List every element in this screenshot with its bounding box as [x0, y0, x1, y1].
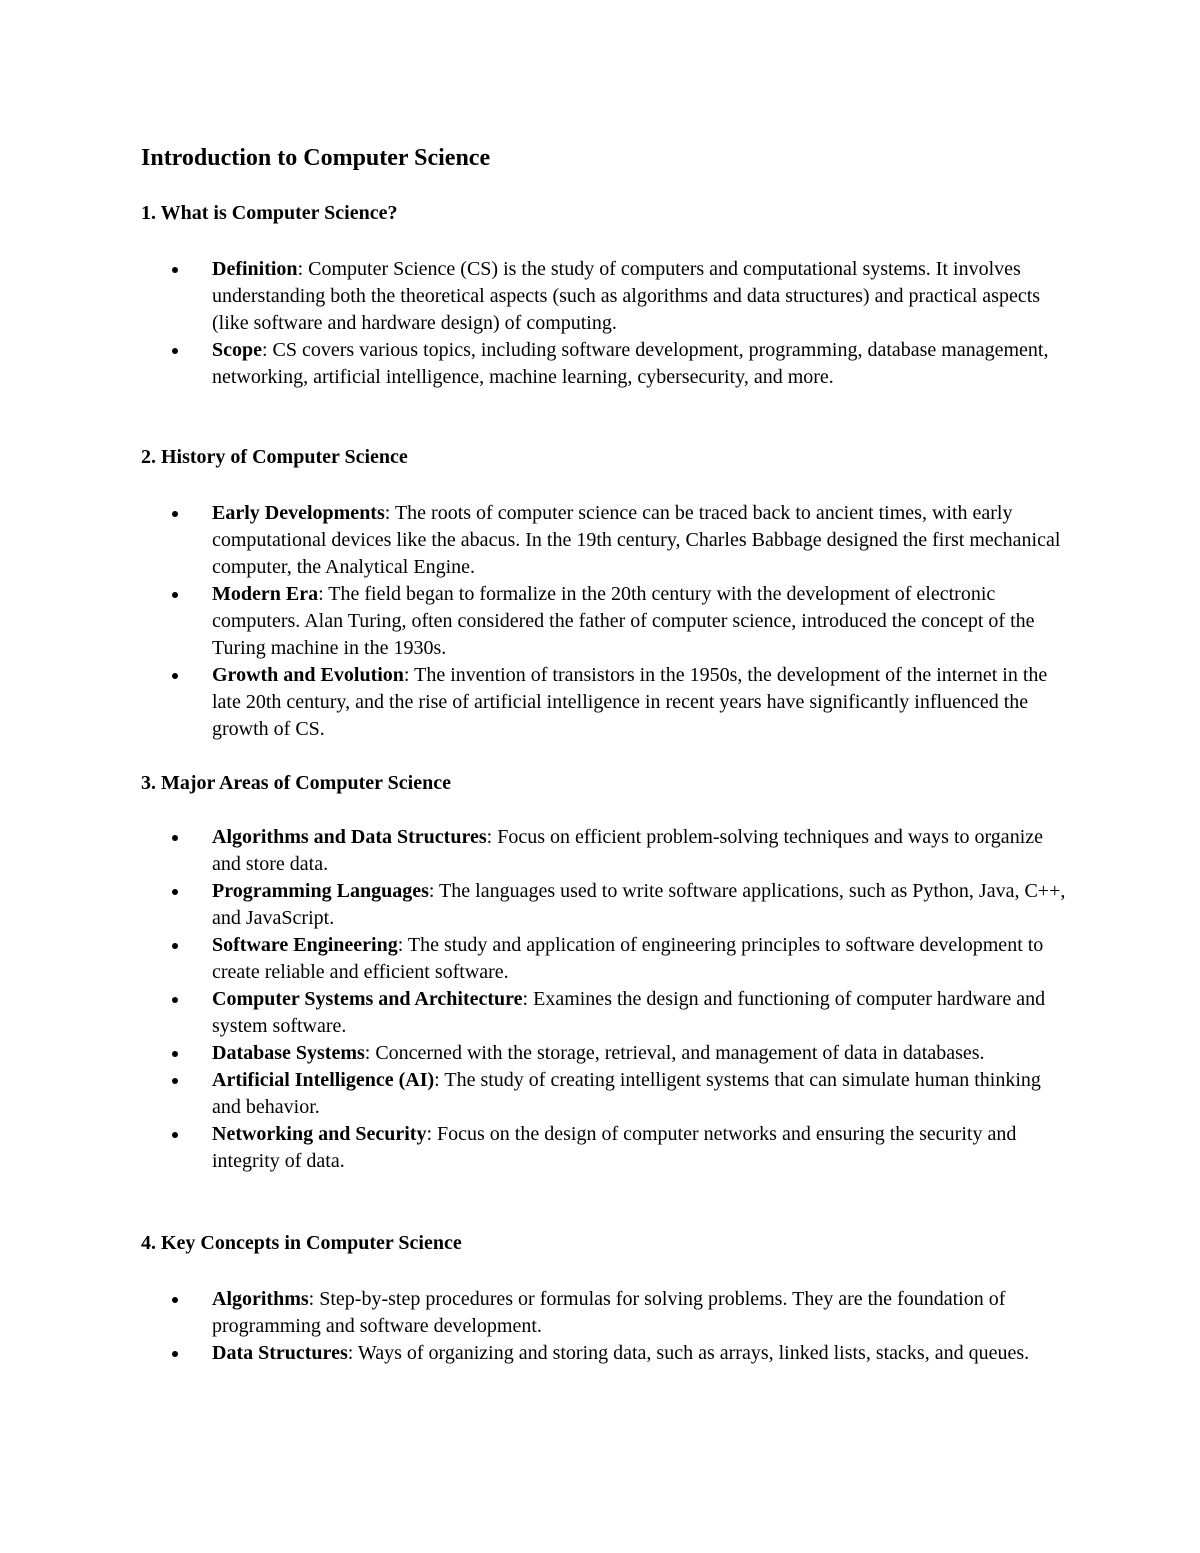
item-text: : The field began to formalize in the 20th century with the development of electronic computers. Alan Turing, often considered the father of computer science, introduced the concept of the Turing machine in the 1930s.: [212, 583, 1035, 659]
item-term: Software Engineering: [212, 934, 398, 956]
item-text: : The roots of computer science can be traced back to ancient times, with early computational devices like the abacus. In the 19th century, Charles Babbage designed the first mechanical computer, the Analytical Engine.: [212, 502, 1061, 578]
list-item-early-developments: [172, 500, 1072, 581]
item-term: Scope: [212, 339, 262, 361]
bullet-icon: [172, 592, 178, 598]
list-item-software-engineering: [172, 932, 1072, 986]
bullet-icon: [172, 1297, 178, 1303]
item-text: : Focus on efficient problem-solving techniques and ways to organize and store data.: [212, 826, 1043, 875]
bullet-list-key-concepts: [172, 1286, 1072, 1367]
item-term: Database Systems: [212, 1042, 365, 1064]
item-text: : Computer Science (CS) is the study of computers and computational systems. It involves understanding both the theoretical aspects (such as algorithms and data structures) and practical aspects (like software and hardware design) of computing.: [212, 258, 1041, 334]
section-heading-what-is-cs: 1. What is Computer Science?: [141, 202, 398, 224]
bullet-icon: [172, 511, 178, 517]
bullet-icon: [172, 267, 178, 273]
list-item-database-systems: [172, 1040, 1072, 1067]
bullet-list-history: [172, 500, 1072, 743]
bullet-icon: [172, 835, 178, 841]
item-term: Algorithms: [212, 1288, 309, 1310]
item-term: Early Developments: [212, 502, 385, 524]
item-text: : The study and application of engineering principles to software development to create reliable and efficient software.: [212, 934, 1044, 983]
bullet-icon: [172, 1132, 178, 1138]
item-term: Modern Era: [212, 583, 319, 605]
bullet-icon: [172, 673, 178, 679]
section-heading-history: 2. History of Computer Science: [141, 446, 408, 468]
item-term: Computer Systems and Architecture: [212, 988, 523, 1010]
list-item-algorithms: [172, 1286, 1072, 1340]
item-text: : Examines the design and functioning of computer hardware and system software.: [212, 988, 1046, 1037]
list-item-scope: [172, 337, 1072, 391]
bullet-icon: [172, 1078, 178, 1084]
list-item-algorithms-and-data-structures: [172, 824, 1072, 878]
item-text: : The study of creating intelligent systems that can simulate human thinking and behavior.: [212, 1069, 1041, 1118]
item-text: : CS covers various topics, including software development, programming, database management, networking, artificial intelligence, machine learning, cybersecurity, and more.: [212, 339, 1049, 388]
section-heading-major-areas: 3. Major Areas of Computer Science: [141, 772, 451, 794]
list-item-data-structures: [172, 1340, 1072, 1367]
item-term: Data Structures: [212, 1342, 348, 1364]
bullet-list-what-is-cs: [172, 256, 1072, 391]
bullet-icon: [172, 943, 178, 949]
list-item-networking-and-security: [172, 1121, 1072, 1175]
bullet-list-major-areas: [172, 824, 1072, 1175]
item-term: Programming Languages: [212, 880, 429, 902]
bullet-icon: [172, 348, 178, 354]
bullet-icon: [172, 1351, 178, 1357]
bullet-icon: [172, 997, 178, 1003]
item-term: Artificial Intelligence (AI): [212, 1069, 435, 1091]
item-text: : The languages used to write software applications, such as Python, Java, C++, and JavaScript.: [212, 880, 1066, 929]
item-text: : Ways of organizing and storing data, such as arrays, linked lists, stacks, and queues.: [347, 1342, 1030, 1364]
list-item-programming-languages: [172, 878, 1072, 932]
item-text: : Concerned with the storage, retrieval, and management of data in databases.: [364, 1042, 985, 1064]
item-term: Definition: [212, 258, 298, 280]
bullet-icon: [172, 1051, 178, 1057]
section-heading-key-concepts: 4. Key Concepts in Computer Science: [141, 1232, 462, 1254]
item-term: Networking and Security: [212, 1123, 427, 1145]
item-text: : The invention of transistors in the 1950s, the development of the internet in the late 20th century, and the rise of artificial intelligence in recent years have significantly influenced the growth of CS.: [212, 664, 1048, 740]
item-term: Growth and Evolution: [212, 664, 404, 686]
item-text: : Step-by-step procedures or formulas for solving problems. They are the foundation of programming and software development.: [212, 1288, 1006, 1337]
item-text: : Focus on the design of computer networks and ensuring the security and integrity of data.: [212, 1123, 1017, 1172]
list-item-artificial-intelligence: [172, 1067, 1072, 1121]
document-title: Introduction to Computer Science: [141, 145, 491, 171]
item-term: Algorithms and Data Structures: [212, 826, 487, 848]
list-item-modern-era: [172, 581, 1072, 662]
bullet-icon: [172, 889, 178, 895]
list-item-computer-systems-and-architecture: [172, 986, 1072, 1040]
list-item-growth-and-evolution: [172, 662, 1072, 743]
list-item-definition: [172, 256, 1072, 337]
